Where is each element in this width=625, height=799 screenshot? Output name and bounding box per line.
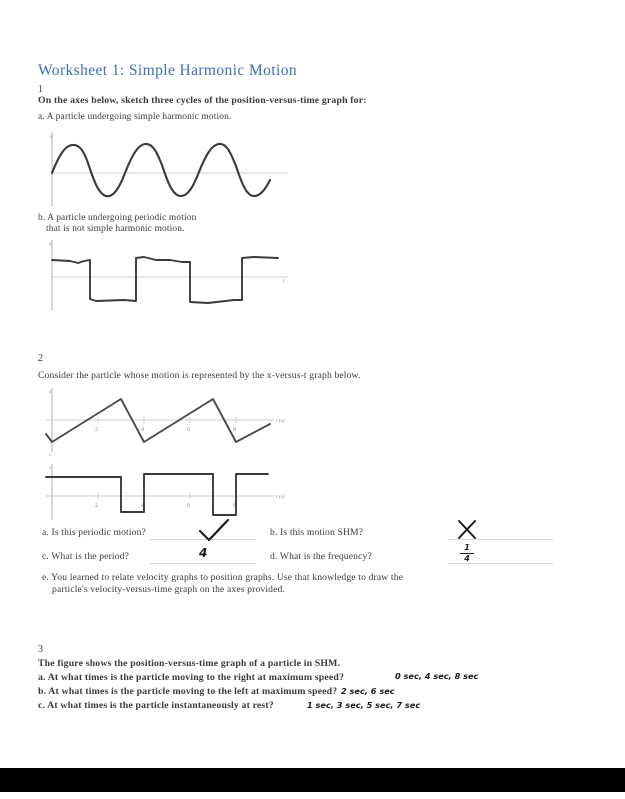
question-3-part-a-label: a. At what times is the particle moving to the right at maximum speed? [38, 672, 345, 683]
question-3-number: 3 [38, 644, 44, 655]
question-3-part-b-label: b. At what times is the particle moving to the left at maximum speed? [38, 686, 338, 697]
fig2a-xtick-6: 6 [187, 427, 190, 433]
question-2-part-e-label: e. You learned to relate velocity graphs to position graphs. Use that knowledge to draw the [42, 572, 404, 583]
svg-text:x: x [50, 135, 53, 140]
fraction-numerator: 1 [464, 543, 470, 552]
question-2-part-b-label: b. Is this motion SHM? [270, 527, 364, 538]
fig2a-xtick-2: 2 [95, 427, 98, 433]
question-3-part-c-label: c. At what times is the particle instantaneously at rest? [38, 700, 274, 711]
svg-text:v: v [49, 466, 52, 471]
svg-text:x: x [49, 390, 52, 395]
question-3-part-a-answer: 0 sec, 4 sec, 8 sec [395, 671, 479, 681]
question-2-part-e-label-line2: particle's velocity-versus-time graph on the axes provided. [52, 584, 286, 595]
question-1-prompt: On the axes below, sketch three cycles of the position-versus-time graph for: [38, 95, 367, 106]
fig2a-xtick-4: 4 [141, 427, 144, 433]
figure-1b-square-graph [38, 236, 298, 316]
fig2a-xtick-8: 8 [233, 427, 236, 433]
question-2-part-a-label: a. Is this periodic motion? [42, 527, 146, 538]
question-3-part-b-answer: 2 sec, 6 sec [341, 686, 395, 696]
question-2-part-a-answer-checkmark [196, 518, 240, 544]
figure-2b-velocity-graph [38, 462, 318, 524]
question-2-part-b-answer-x-mark [455, 518, 481, 542]
fig2b-xtick-4: 4 [141, 503, 144, 509]
svg-text:x: x [49, 242, 52, 247]
question-2-prompt: Consider the particle whose motion is represented by the x-versus-t graph below. [38, 370, 361, 381]
question-3-prompt: The figure shows the position-versus-time graph of a particle in SHM. [38, 658, 341, 669]
viewer-bottom-edge [0, 792, 625, 799]
question-3-part-c-answer: 1 sec, 3 sec, 5 sec, 7 sec [307, 700, 421, 710]
svg-text:v: v [49, 453, 52, 458]
question-1-part-b-label-line2: that is not simple harmonic motion. [46, 224, 185, 234]
fig2b-xtick-2: 2 [95, 503, 98, 509]
page-title: Worksheet 1: Simple Harmonic Motion [38, 62, 297, 79]
svg-text:t (s): t (s) [276, 418, 285, 424]
question-2-part-d-label: d. What is the frequency? [270, 551, 372, 562]
fraction-denominator: 4 [464, 554, 470, 563]
svg-text:t (s): t (s) [276, 494, 285, 500]
question-1-part-b-label: b. A particle undergoing periodic motion [38, 213, 197, 223]
figure-1a-sine-graph [38, 128, 298, 210]
question-2-part-c-answer-line[interactable] [150, 563, 255, 564]
question-2-part-c-answer-value: 4 [199, 546, 208, 560]
question-1-part-a-label: a. A particle undergoing simple harmonic motion. [38, 112, 232, 122]
viewer-bottom-bar [0, 768, 625, 792]
question-2-number: 2 [38, 353, 44, 364]
question-2-part-c-label: c. What is the period? [42, 551, 130, 562]
question-1-number: 1 [38, 84, 44, 95]
question-2-part-d-answer-line[interactable] [448, 563, 553, 564]
fig2b-xtick-8: 8 [233, 503, 236, 509]
question-2-part-d-answer-fraction [455, 544, 479, 563]
figure-2a-position-graph [38, 386, 318, 458]
fig2b-xtick-6: 6 [187, 503, 190, 509]
svg-text:t: t [283, 279, 285, 284]
